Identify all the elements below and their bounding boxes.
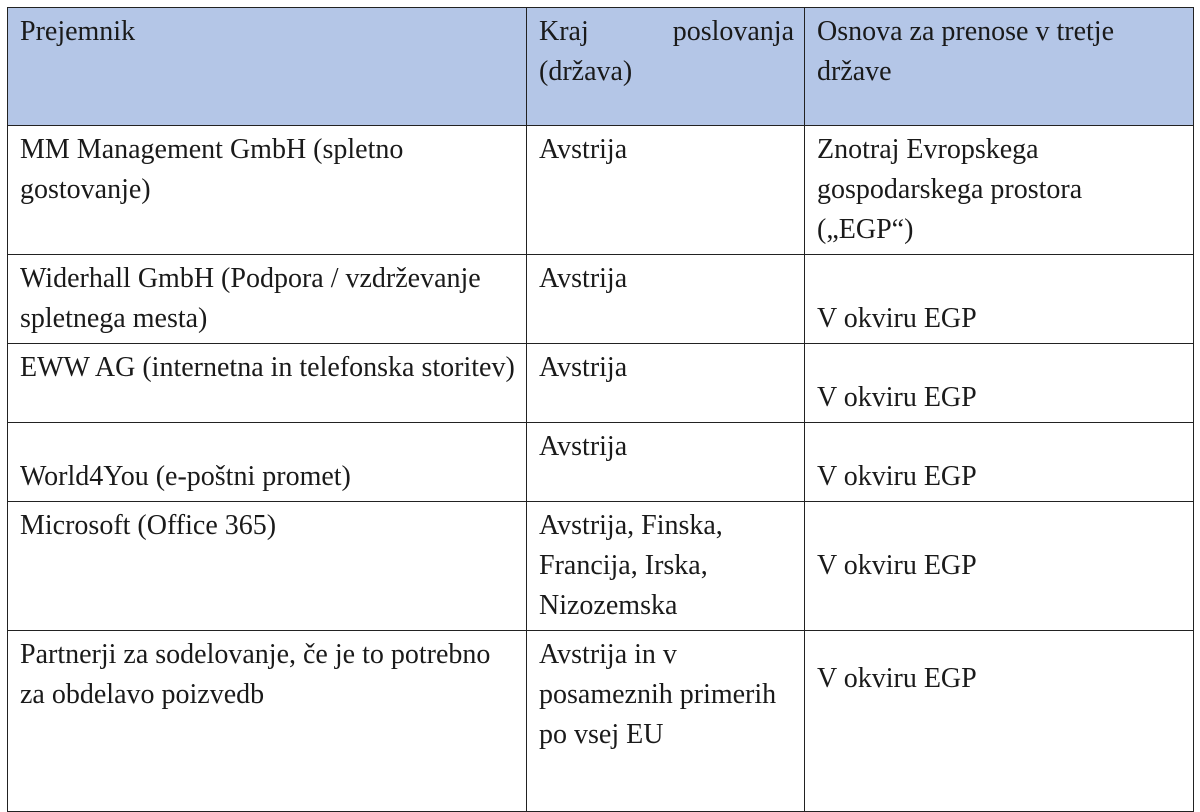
cell-basis — [805, 631, 1194, 812]
header-basis — [805, 8, 1194, 126]
table-row — [8, 423, 1194, 502]
header-recipient — [8, 8, 527, 126]
header-location-word1: Kraj — [539, 16, 589, 47]
country-text: Avstrija, Finska, Francija, Irska, Nizozemska — [539, 510, 723, 621]
table-row — [8, 255, 1194, 344]
cell-country — [527, 126, 805, 255]
cell-basis — [805, 126, 1194, 255]
header-recipient-label: Prejemnik — [20, 16, 136, 47]
header-location — [527, 8, 805, 126]
country-text: Avstrija — [539, 431, 628, 462]
cell-recipient — [8, 255, 527, 344]
basis-text: V okviru EGP — [817, 382, 977, 413]
basis-text: V okviru EGP — [817, 550, 977, 581]
country-text: Avstrija in v posameznih primerih po vsej EU — [539, 639, 777, 750]
header-basis-line2: države — [817, 56, 892, 87]
recipient-text: EWW AG (internetna in telefonska storitev) — [20, 352, 515, 383]
cell-basis — [805, 344, 1194, 423]
basis-text: Znotraj Evropskega gospodarskega prostora („EGP“) — [817, 134, 1083, 245]
cell-country — [527, 631, 805, 812]
table-row — [8, 631, 1194, 812]
cell-recipient — [8, 502, 527, 631]
country-text: Avstrija — [539, 352, 628, 383]
table-row — [8, 126, 1194, 255]
cell-basis — [805, 502, 1194, 631]
basis-text: V okviru EGP — [817, 461, 977, 492]
cell-recipient — [8, 126, 527, 255]
country-text: Avstrija — [539, 263, 628, 294]
cell-recipient — [8, 631, 527, 812]
cell-recipient — [8, 344, 527, 423]
basis-text: V okviru EGP — [817, 303, 977, 334]
header-location-word2: poslovanja — [672, 16, 794, 47]
table-header-row — [8, 8, 1194, 126]
cell-basis — [805, 255, 1194, 344]
country-text: Avstrija — [539, 134, 628, 165]
cell-recipient — [8, 423, 527, 502]
recipient-text: Widerhall GmbH (Podpora / vzdrževanje spletnega mesta) — [20, 263, 481, 334]
recipients-table — [7, 7, 1194, 812]
recipient-text: Partnerji za sodelovanje, če je to potrebno za obdelavo poizvedb — [20, 639, 491, 710]
basis-text: V okviru EGP — [817, 663, 977, 694]
header-basis-line1: Osnova za prenose v tretje — [817, 16, 1114, 47]
cell-country — [527, 344, 805, 423]
recipient-text: World4You (e-poštni promet) — [20, 461, 351, 492]
table-row — [8, 502, 1194, 631]
header-location-line2: (država) — [539, 56, 633, 87]
recipient-text: Microsoft (Office 365) — [20, 510, 277, 541]
header-location-line1 — [539, 12, 794, 52]
cell-country — [527, 502, 805, 631]
cell-basis — [805, 423, 1194, 502]
table-row — [8, 344, 1194, 423]
recipient-text: MM Management GmbH (spletno gostovanje) — [20, 134, 404, 205]
cell-country — [527, 423, 805, 502]
cell-country — [527, 255, 805, 344]
